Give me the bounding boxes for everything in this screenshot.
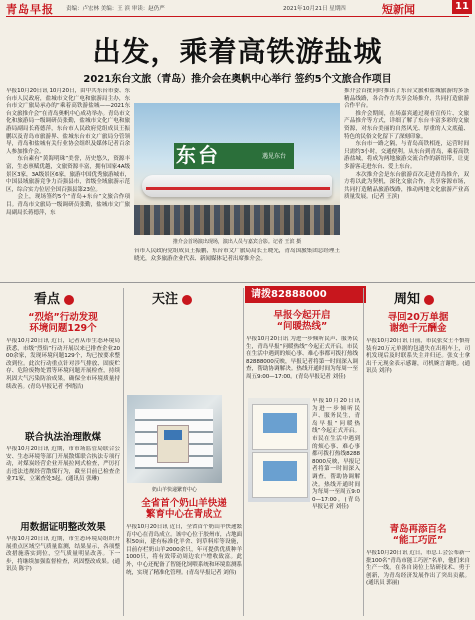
lead-body-mid: 台市人民政府党组成员王振鹏，东台市文广旅局局长王晓光，青岛国旅集团总经理王晓光，众多旅游企业代表、新闻媒体记者出席推介会。 [134, 248, 340, 262]
kan-item-2-title: 联合执法治理散煤 [24, 432, 101, 443]
tel-item-body: 早报10月20日讯 为进一步倾听民声、服务民生，青岛早报“问暖热线”今起正式开启。市民在生活中遇到的烦心事、难心事都可拨打热线82888000反映，早报记者将第一时间深入调查，帮助协调解决。热线开通时间为每周一至周五9:00—17:00。(青岛早报记者 刘佳) [246, 336, 358, 380]
zhou-item-1-title: 寻回20万单据 谢绝千元酬金 [387, 312, 449, 334]
zhou-item-2-title: 青岛再添百名 “能工巧匠” [389, 524, 447, 546]
masthead-editors: 责编：卢宏林 美编：王 滨 审读：赵仍严 [66, 6, 165, 12]
column-header-tian: 天注 [152, 288, 192, 307]
product-box-shape [157, 425, 189, 463]
product-photo [248, 398, 310, 502]
zhou-item-2-body: 早报10月20日讯 近日，市总工会公布新一批100名“青岛市能工巧匠”名单，他们来自生产一线，在各自岗位上钻研技术、勇于创新，为青岛经济发展作出了突出贡献。(通讯员 郭丽) [366, 550, 470, 587]
page-number: 11 [452, 0, 472, 14]
masthead-section: 短新闻 [382, 3, 415, 16]
column-rule [123, 288, 124, 616]
package-shape [252, 452, 308, 498]
tel-item-title: 早报今起开启 “问暖热线” [273, 310, 331, 332]
lead-subheadline: 2021东台文旅（青岛）推介会在奥帆中心举行 签约5个文旅合作项目 [83, 74, 392, 85]
tian-item-body: 早报10月20日讯 近日，全省首个奶山羊快递繁育中心在青岛成立。该中心位于胶州市，占地面积50亩，建有标准化羊舍、饲草料库等设施，目前存栏奶山羊2000余只，年可提供优质种羊1000只，将有效带动周边农户增收致富。此外，中心还配备了智能化饲喂系统和环境监测系统，实现了精准化管理。(青岛早报记者 刘伟) [126, 524, 242, 576]
masthead-divider [6, 16, 469, 17]
audience-silhouette [134, 205, 340, 235]
red-dot-icon [182, 295, 192, 305]
kan-item-1-body: 早报10月20日讯 近日，记者从市生态环境局获悉，市级“烈焰”行动开展以来已排查企业2000余家，发现环境问题129个，均已按要求整改到位。此次行动重点针对涉气排放、固废贮存、危险废物处置等环境问题开展检查，持续巩固大气污染防治成果，确保全市环境质量持续改善。(青岛早报记者 李晓洁) [6, 338, 120, 390]
train-shape [142, 175, 332, 197]
kan-item-3-title: 用数据证明整改效果 [20, 522, 106, 533]
kan-item-1-title: “烈焰”行动发现 环境问题129个 [28, 312, 98, 334]
tian-photo-caption: 奶山羊快递繁育中心 [151, 487, 197, 493]
hotline-banner: 请拨82888000 [245, 286, 366, 303]
lead-photo-caption: 推介会首场演出现场，演出人员与嘉宾合影。记者 王滨 摄 [172, 239, 302, 245]
goat-center-photo [127, 395, 222, 483]
column-header-zhou: 周知 [394, 288, 434, 307]
lead-photo [134, 103, 340, 235]
lead-headline: 出发，乘着高铁游盐城 [92, 35, 383, 68]
column-rule [243, 288, 244, 616]
train-stripe [146, 187, 330, 190]
lead-body-left: 早报10月20日讯 10月20日，由中共东台市委、东台市人民政府，盐城市文化广电和旅游局主办，东台市文广旅局承办的“乘着高铁游盐城——2021东台文旅推介会”在青岛奥帆中心成功举办。青岛市文化和旅游局一级调研员张勤，盐城市文化广电和旅游局副局长蒋德萍，东台市人民政府党组成员王振鹏以及青岛市旅游界、盐城东台市文广旅局分管领导，青岛和盐城有关行业协会组织及媒体记者百余人参加推介会。 东台素有“黄海明珠”美誉，历史悠久，资源丰富，生态禀赋优越，文旅资源丰富，拥有国家4A级景区3家，3A级景区6家，旅游中国优秀旅游城市，中国县域旅游竞争力百强县市，省级全域旅游示范区，综合实力位居全国百强县第23位。 会上，现场签约5个“青岛+东台”文旅合作项目。青岛市文旅局一级调研员张勤，盐城市文广旅局副局长蒋德萍，东 [6, 88, 130, 216]
lead-body-right: 推介会首批同时推出了东台文旅和盐城旅游的多条精品线路，各合作方共享会场推介，共同打造旅游合作平台。 推介会期间，在场嘉宾通过观看宣传片、文旅产品推介等方式，详细了解了东台丰富多彩的文旅资源，对东台美丽的自然风光、厚重的人文底蕴、特色的民俗文化留下了深刻印象。 东台市一路之隔，与青岛高铁相连，运营时间只需约3小时，交通便利。从东台到青岛，乘着高铁游盐城，将成为两地旅游交流合作的新纽带，让更多游客走进东台、爱上东台。 本次推介会是东台旅游首次走进青岛推介，双方将以此为契机，深化文旅合作，共享客源市场，共同打造精品旅游线路，推动两地文化旅游产业高质量发展。(记者 王滨) [344, 88, 469, 201]
tian-item-title: 全省首个奶山羊快递 繁育中心在青成立 [141, 498, 227, 520]
kan-item-2-body: 早报10月20日讯 近期，市市场监管局联合公安、生态环境等部门开展散煤联合执法专项行动，对煤炭经营企业开展拉网式检查，严厉打击违法违规经营散煤行为，截至目前已检查企业71家，立案查处3起。(通讯员 张琳) [6, 446, 120, 483]
red-dot-icon [64, 295, 74, 305]
package-shape [252, 404, 308, 450]
zhou-item-1-body: 早报10月20日讯 日前，市民张女士不慎将装有20万元单据的包遗失在出租车上，司机发现后及时联系失主并归还。张女士拿出千元现金表示感谢，司机婉言谢绝。(通讯员 刘洋) [366, 338, 470, 375]
photo-calligraphy: 东台 [176, 143, 220, 167]
column-rule [363, 288, 364, 616]
column-header-kan: 看点 [34, 288, 74, 307]
masthead [0, 0, 475, 14]
masthead-date: 2021年10月21日 星期四 [283, 6, 346, 12]
red-dot-icon [424, 295, 434, 305]
section-divider [0, 282, 475, 283]
masthead-logo: 青岛早报 [6, 3, 54, 16]
tel-item-body-cont: 早报10月20日讯 为进一步倾听民声、服务民生，青岛早报“问暖热线”今起正式开启。市民在生活中遇到的烦心事、难心事都可拨打热线82888000反映，早报记者将第一时间深入调查，帮助协调解决。热线开通时间为每周一至周五9:00—17:00。(青岛早报记者 刘佳) [312, 398, 360, 511]
photo-small-text: 遇见东台 [262, 153, 287, 160]
kan-item-3-body: 早报10月20日讯 近期，市生态环境局组织开展重点区域空气质量监测，结果显示，各项整改措施落实到位，空气质量明显改善。下一步，将继续加强监督检查，巩固整改成果。(通讯员 陈宇) [6, 536, 120, 573]
